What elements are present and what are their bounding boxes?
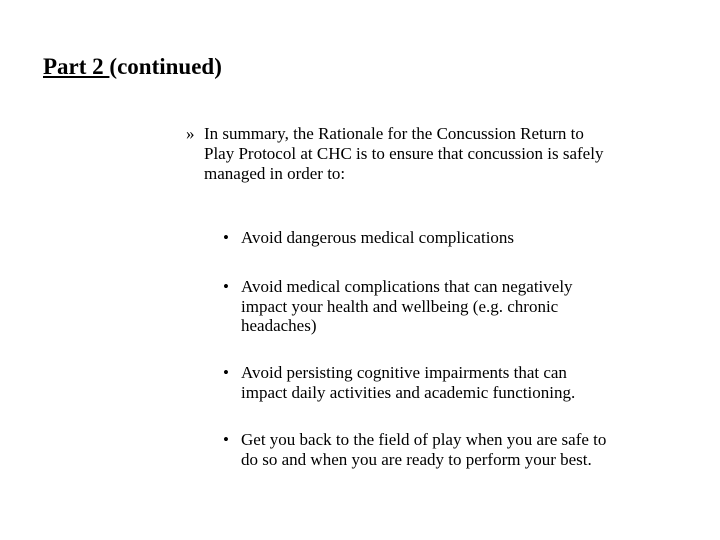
slide-title (43, 54, 222, 80)
bullet-line: Avoid medical complications that can negatively (241, 277, 573, 296)
intro-paragraph (186, 124, 694, 184)
bullet-line: do so and when you are ready to perform your best. (241, 449, 592, 469)
bullet-line: Avoid persisting cognitive impairments that can (241, 363, 567, 382)
intro-line: Play Protocol at CHC is to ensure that concussion is safely (204, 144, 604, 163)
title-part: Part 2 (43, 54, 110, 79)
bullet-line: Get you back to the field of play when you are safe to (241, 430, 607, 449)
bullet-item (223, 430, 686, 469)
bullet-line: headaches) (241, 316, 317, 335)
chevron-bullet-icon: » (186, 124, 195, 143)
title-continued: (continued) (109, 54, 222, 79)
bullet-item (223, 277, 686, 336)
intro-line: In summary, the Rationale for the Concussion Return to (204, 124, 584, 143)
bullet-line: impact your health and wellbeing (e.g. chronic (241, 296, 559, 316)
bullet-icon: • (223, 430, 229, 449)
bullet-line: impact daily activities and academic functioning. (241, 382, 576, 402)
bullet-icon: • (223, 277, 229, 296)
intro-line: managed in order to: (204, 164, 346, 183)
bullet-icon: • (223, 363, 229, 382)
bullet-icon: • (223, 228, 229, 247)
bullet-line: Avoid dangerous medical complications (241, 228, 515, 247)
bullet-item (223, 228, 686, 248)
bullet-item (223, 363, 686, 402)
